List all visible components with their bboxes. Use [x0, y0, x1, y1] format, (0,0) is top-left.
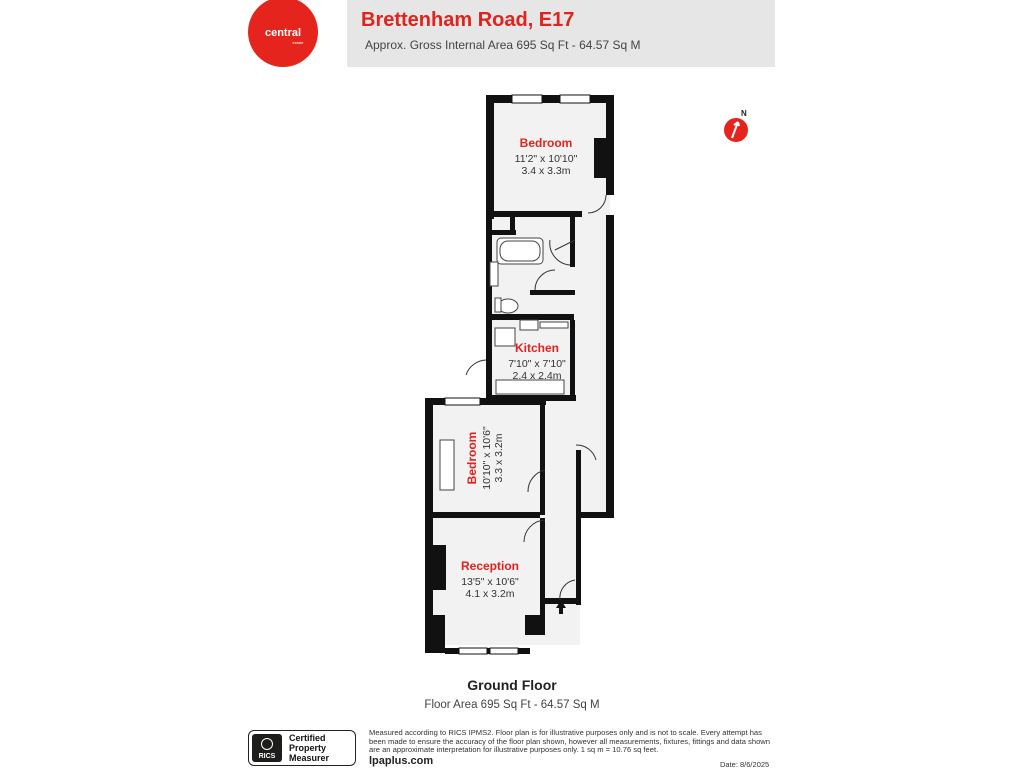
property-title: Brettenham Road, E17 — [361, 9, 575, 31]
website-link[interactable]: lpaplus.com — [369, 755, 434, 767]
logo-subtext: estate — [292, 40, 304, 45]
bedroom-1-dim-imperial: 11'2" x 10'10" — [514, 153, 578, 165]
bedroom-1-name: Bedroom — [519, 136, 573, 150]
disclaimer-text: Measured according to RICS IPMS2. Floor plan is for illustrative purposes only and is not to scale. Every attempt has been made to ensure the accuracy of the floor plan shown, however all measurements, fixtures, fittings and data shown are an approximate interpretation for illustrative purposes only. 1 sq m = 10.76 sq feet. — [369, 728, 771, 755]
rics-certification — [289, 733, 329, 763]
rics-label: RICS — [258, 753, 276, 760]
kitchen-dim-imperial: 7'10" x 7'10" — [508, 358, 566, 370]
reception-dim-imperial: 13'5" x 10'6" — [461, 576, 519, 588]
room-bedroom-2 — [465, 426, 505, 490]
bedroom-2-name: Bedroom — [465, 431, 479, 485]
rics-line-2: Property — [289, 743, 327, 753]
kitchen-name: Kitchen — [514, 341, 560, 355]
reception-name: Reception — [460, 559, 520, 573]
room-reception — [461, 559, 519, 600]
rics-line-3: Measurer — [289, 753, 330, 763]
bedroom-1-dim-metric: 3.4 x 3.3m — [521, 165, 571, 177]
gross-area: Approx. Gross Internal Area 695 Sq Ft - 64.57 Sq M — [365, 38, 641, 52]
room-kitchen — [508, 341, 566, 382]
room-bedroom-1 — [515, 136, 578, 177]
logo-text: central — [264, 27, 302, 39]
bedroom-2-dim-metric: 3.3 x 3.2m — [493, 433, 505, 483]
rics-line-1: Certified — [289, 733, 326, 743]
kitchen-dim-metric: 2.4 x 2.4m — [512, 370, 562, 382]
floor-area: Floor Area 695 Sq Ft - 64.57 Sq M — [424, 699, 600, 711]
floor-title: Ground Floor — [467, 677, 557, 693]
rics-logo-icon — [252, 734, 282, 762]
plan-date: Date: 8/6/2025 — [720, 760, 770, 769]
reception-dim-metric: 4.1 x 3.2m — [465, 588, 515, 600]
compass-label: N — [741, 109, 747, 118]
bedroom-2-dim-imperial: 10'10" x 10'6" — [481, 426, 493, 490]
rics-badge — [248, 730, 356, 766]
